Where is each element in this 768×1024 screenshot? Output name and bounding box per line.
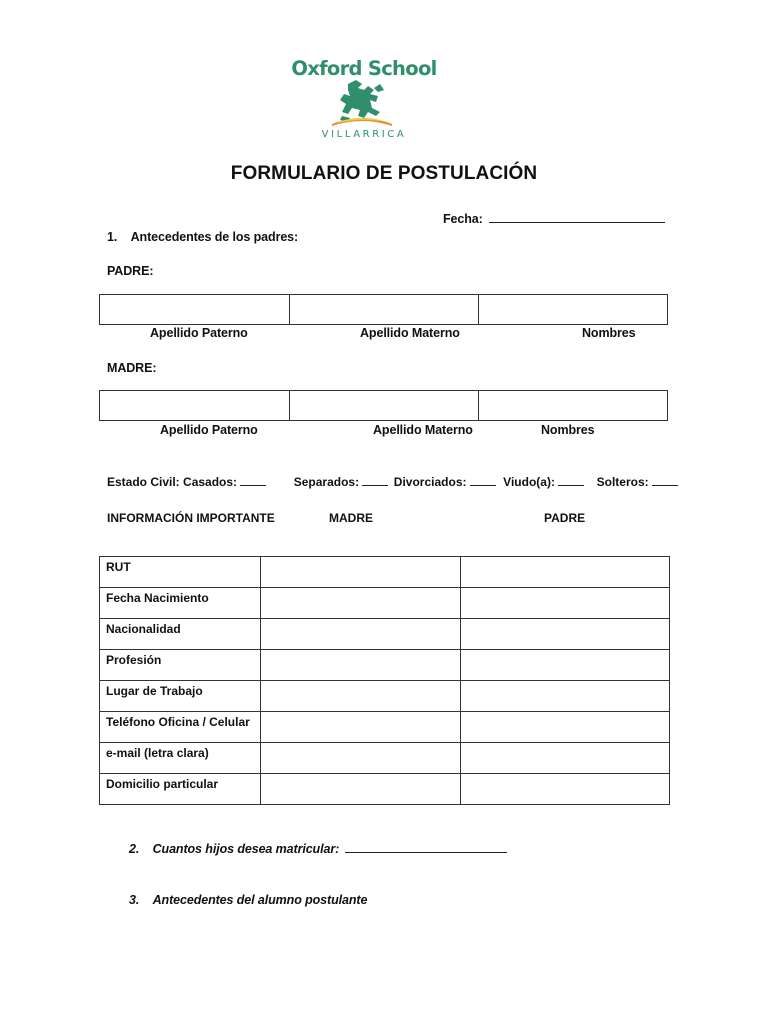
estado-civil-row [107,475,678,489]
madre-value-cell[interactable] [261,681,461,712]
row-label: Fecha Nacimiento [106,591,209,605]
page-title: FORMULARIO DE POSTULACIÓN [230,163,538,184]
option-divorciados-label: Divorciados: [393,475,467,489]
table-row [100,588,670,619]
row-label-cell [100,774,261,805]
row-label-cell [100,588,261,619]
padre-value-cell[interactable] [461,557,670,588]
padre-caption-apellido-materno: Apellido Materno [360,326,460,340]
section-2 [129,842,507,856]
row-label-cell [100,712,261,743]
madre-box-divider [478,391,479,420]
fecha-label: Fecha: [443,212,483,226]
logo-title: Oxford School [291,57,437,80]
padre-caption-apellido-paterno: Apellido Paterno [150,326,248,340]
padre-value-cell[interactable] [461,619,670,650]
info-table [99,556,670,805]
madre-caption-apellido-materno: Apellido Materno [373,423,473,437]
fecha-blank-line[interactable] [489,212,665,223]
section-1-title: Antecedentes de los padres: [130,230,299,244]
option-divorciados-blank[interactable] [470,475,496,486]
row-label-cell [100,681,261,712]
section-1-heading [107,230,298,244]
row-label: Lugar de Trabajo [106,684,203,698]
info-col-madre: MADRE [329,511,373,525]
option-solteros-label: Solteros: [596,475,649,489]
table-row [100,619,670,650]
section-3 [129,893,367,907]
row-label-cell [100,743,261,774]
logo-subtitle: VILLARRICA [321,129,407,140]
section-2-text: Cuantos hijos desea matricular: [152,842,340,856]
school-logo [290,52,438,144]
padre-value-cell[interactable] [461,588,670,619]
lion-crest-icon [328,78,396,128]
table-row [100,712,670,743]
madre-value-cell[interactable] [261,619,461,650]
padre-value-cell[interactable] [461,774,670,805]
madre-value-cell[interactable] [261,557,461,588]
row-label: e-mail (letra clara) [106,746,209,760]
madre-value-cell[interactable] [261,774,461,805]
section-1-number: 1. [107,230,118,244]
padre-value-cell[interactable] [461,681,670,712]
padre-caption-nombres: Nombres [582,326,636,340]
madre-value-cell[interactable] [261,743,461,774]
option-separados-blank[interactable] [362,475,388,486]
option-separados-label: Separados: [293,475,360,489]
section-3-text: Antecedentes del alumno postulante [152,893,368,907]
table-row [100,650,670,681]
row-label: RUT [106,560,131,574]
padre-value-cell[interactable] [461,650,670,681]
madre-value-cell[interactable] [261,588,461,619]
info-heading: INFORMACIÓN IMPORTANTE [107,511,275,525]
option-solteros-blank[interactable] [652,475,678,486]
row-label: Nacionalidad [106,622,181,636]
madre-box-divider [289,391,290,420]
row-label-cell [100,557,261,588]
option-casados-label: Casados: [183,475,238,489]
option-casados-blank[interactable] [240,475,266,486]
table-row [100,681,670,712]
row-label: Domicilio particular [106,777,219,791]
fecha-field [443,212,665,226]
padre-value-cell[interactable] [461,743,670,774]
madre-label: MADRE: [107,361,157,375]
row-label-cell [100,650,261,681]
padre-value-cell[interactable] [461,712,670,743]
madre-name-box[interactable] [99,390,668,421]
padre-label: PADRE: [107,264,154,278]
madre-caption-nombres: Nombres [541,423,595,437]
row-label: Profesión [106,653,162,667]
option-viudo-blank[interactable] [558,475,584,486]
madre-value-cell[interactable] [261,712,461,743]
madre-caption-apellido-paterno: Apellido Paterno [160,423,258,437]
table-row [100,557,670,588]
row-label: Teléfono Oficina / Celular [106,715,250,729]
option-viudo-label: Viudo(a): [503,475,555,489]
row-label-cell [100,619,261,650]
section-3-number: 3. [129,893,140,907]
padre-box-divider [478,295,479,324]
madre-value-cell[interactable] [261,650,461,681]
estado-civil-label: Estado Civil: [107,475,180,489]
padre-name-box[interactable] [99,294,668,325]
table-row [100,774,670,805]
padre-box-divider [289,295,290,324]
section-2-number: 2. [129,842,140,856]
table-row [100,743,670,774]
info-col-padre: PADRE [544,511,586,525]
hijos-blank-line[interactable] [345,842,507,853]
